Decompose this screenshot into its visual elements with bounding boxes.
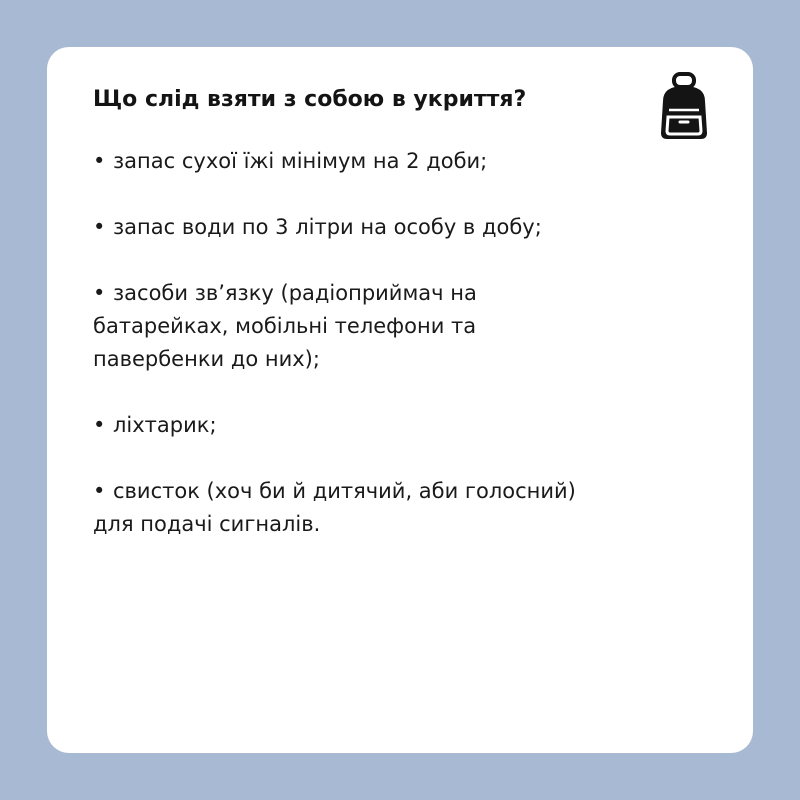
list-item-line	[93, 145, 713, 178]
supplies-list	[93, 145, 713, 574]
list-item	[93, 475, 713, 541]
list-item	[93, 145, 713, 178]
bullet: •	[93, 281, 106, 305]
list-item-line: для подачі сигналів.	[93, 512, 321, 536]
list-item-text: запас сухої їжі мінімум на 2 доби;	[113, 149, 488, 173]
list-item-line: павербенки до них);	[93, 347, 320, 371]
list-item-text: запас води по 3 літри на особу в добу;	[113, 215, 542, 239]
bullet: •	[93, 413, 106, 437]
bullet: •	[93, 479, 106, 503]
list-item-line: батарейках, мобільні телефони та	[93, 314, 477, 338]
list-item-line	[93, 211, 713, 244]
list-item-line	[93, 409, 713, 442]
list-item	[93, 211, 713, 244]
bullet: •	[93, 149, 106, 173]
list-item-line	[93, 277, 713, 310]
list-item-text: ліхтарик;	[113, 413, 217, 437]
info-card	[47, 47, 753, 753]
card-title: Що слід взяти з собою в укриття?	[93, 87, 527, 112]
list-item	[93, 277, 713, 376]
list-item	[93, 409, 713, 442]
backpack-icon	[653, 71, 715, 143]
list-item-line	[93, 475, 713, 508]
list-item-text: свисток (хоч би й дитячий, аби голосний)	[113, 479, 576, 503]
bullet: •	[93, 215, 106, 239]
list-item-text: засоби зв’язку (радіоприймач на	[113, 281, 477, 305]
